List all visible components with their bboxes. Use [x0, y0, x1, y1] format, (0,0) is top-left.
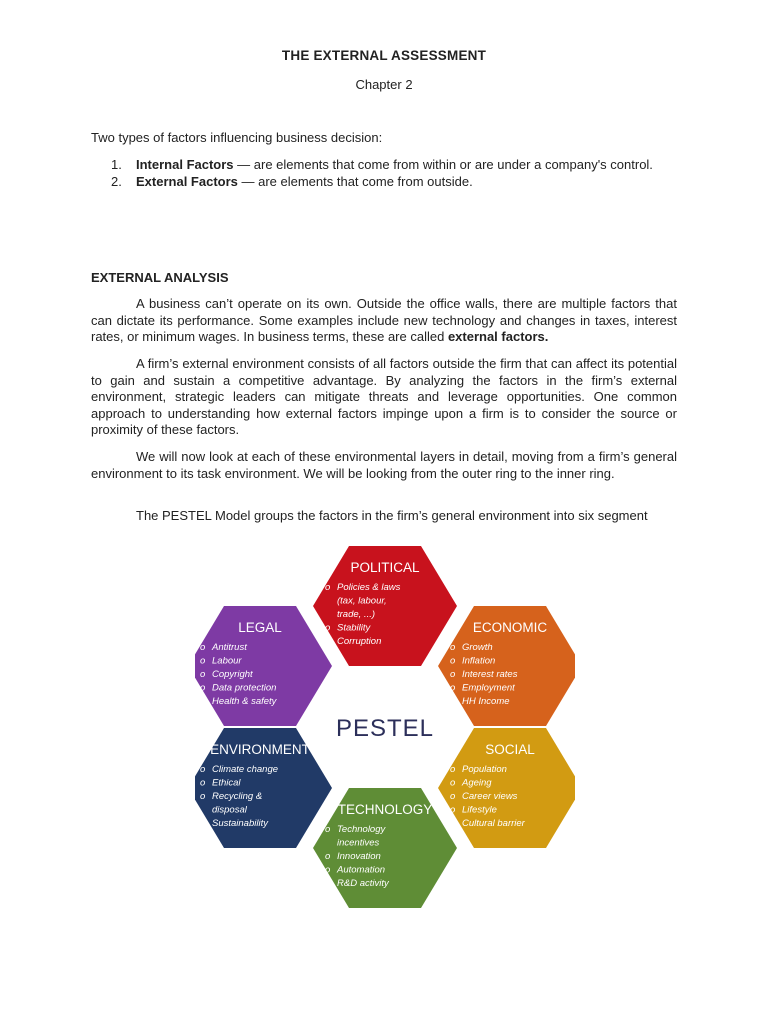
pestel-diagram [195, 546, 575, 908]
hex-item-political: Corruption [337, 636, 382, 647]
hex-item-environment: Climate change [212, 764, 279, 775]
bullet-icon: o [325, 864, 331, 876]
list-number: 1. [111, 157, 122, 172]
bullet-icon: o [200, 642, 206, 653]
bullet-icon: o [200, 682, 206, 694]
hex-item-political: Policies & laws [337, 582, 401, 593]
hex-item-economic: HH Income [462, 696, 510, 707]
hex-social [438, 728, 575, 848]
bullet-icon: o [325, 824, 331, 835]
bullet-icon: o [450, 696, 456, 707]
list-item-external-factors [91, 174, 677, 190]
paragraph-environmental-layers: We will now look at each of these environmental layers in detail, moving from a firm’s general environment to its task environment. We will be looking from the outer ring to the inner ring. [91, 449, 677, 481]
hex-item-environment: Ethical [212, 777, 241, 789]
hex-title-environment: ENVIRONMENT [210, 742, 310, 757]
hex-item-environment: Sustainability [212, 818, 268, 829]
hex-item-legal: Labour [212, 655, 242, 667]
bullet-icon: o [450, 655, 456, 667]
hex-item-political: Stability [337, 622, 371, 634]
hex-title-political: POLITICAL [350, 560, 420, 575]
bullet-icon: o [450, 642, 456, 653]
hex-item-economic: Growth [462, 642, 493, 653]
hex-item-economic: Employment [462, 682, 515, 694]
bullet-icon: o [200, 696, 206, 707]
factor-description: — are elements that come from outside. [237, 173, 473, 189]
hex-item-legal: Copyright [212, 669, 253, 680]
factor-list [91, 157, 677, 190]
bullet-icon: o [450, 777, 456, 789]
bullet-icon: o [450, 818, 456, 829]
hex-item-social: Population [462, 764, 507, 775]
hex-item-technology: incentives [337, 837, 380, 849]
bullet-icon: o [450, 791, 456, 802]
bullet-icon: o [200, 777, 206, 789]
list-number: 2. [111, 173, 122, 189]
pestel-graphic [195, 546, 575, 908]
hex-title-economic: ECONOMIC [472, 620, 548, 635]
hex-environment [195, 728, 332, 848]
hex-item-environment: Recycling & [212, 791, 263, 802]
bullet-icon: o [200, 791, 206, 802]
hex-technology [313, 788, 457, 908]
bullet-icon: o [450, 682, 456, 694]
hex-item-economic: Inflation [462, 655, 496, 667]
bullet-icon: o [200, 655, 206, 667]
factor-term: External Factors [136, 173, 238, 189]
chapter-label: Chapter 2 [355, 77, 413, 92]
intro-text: Two types of factors influencing business decision: [91, 130, 383, 145]
bullet-icon: o [325, 636, 331, 647]
hex-item-technology: Automation [337, 864, 386, 876]
factor-term: Internal Factors [136, 157, 234, 172]
hex-item-economic: Interest rates [462, 669, 518, 680]
list-item-internal-factors [91, 157, 677, 173]
paragraph-text: A business can’t operate on its own. Outside the office walls, there are multiple factors that can dictate its performance. Some examples include new technology and changes in taxes, interest rates, or minimum wages. In business terms, these are called [91, 296, 677, 344]
paragraph-external-environment: A firm’s external environment consists of all factors outside the firm that can affect its potential to gain and sustain a competitive advantage. By analyzing the factors in the firm’s external environment, strategic leaders can mitigate threats and leverage opportunities. One common approach to understanding how external factors impinge upon a firm is to consider the source or proximity of these factors. [91, 356, 677, 437]
hex-item-environment: disposal [212, 804, 247, 816]
hex-item-technology: Technology [337, 824, 386, 835]
hex-item-social: Lifestyle [462, 804, 497, 816]
bullet-icon: o [325, 582, 331, 593]
hex-legal [195, 606, 332, 726]
hex-item-social: Career views [462, 791, 518, 802]
hex-item-technology: R&D activity [337, 878, 389, 889]
bullet-icon: o [325, 622, 331, 634]
hex-item-technology: Innovation [337, 851, 381, 862]
bullet-icon: o [450, 804, 456, 816]
hex-economic [438, 606, 575, 726]
hex-title-legal: LEGAL [238, 620, 282, 635]
bullet-icon: o [450, 669, 456, 680]
bullet-icon: o [325, 878, 331, 889]
hex-title-social: SOCIAL [485, 742, 535, 757]
bullet-icon: o [325, 851, 331, 862]
bullet-icon: o [200, 818, 206, 829]
hex-item-legal: Data protection [212, 682, 277, 694]
factor-description: — are elements that come from within or are under a company's control. [233, 157, 653, 172]
bullet-icon: o [200, 764, 206, 775]
section-heading: EXTERNAL ANALYSIS [91, 270, 229, 285]
document-title: THE EXTERNAL ASSESSMENT [281, 48, 487, 63]
hex-item-legal: Antitrust [212, 642, 247, 653]
hex-title-technology: TECHNOLOGY [337, 802, 433, 817]
bullet-icon: o [200, 669, 206, 680]
paragraph-pestel-model: The PESTEL Model groups the factors in the firm’s general environment into six segment [136, 508, 648, 523]
pestel-center-label: PESTEL [335, 715, 435, 742]
hex-item-political: (tax, labour, [337, 595, 387, 607]
hex-item-social: Ageing [462, 777, 492, 789]
hex-item-political: trade, ...) [337, 609, 376, 620]
hex-item-social: Cultural barrier [462, 818, 525, 829]
paragraph-external-factors [91, 296, 677, 346]
hex-political [313, 546, 457, 666]
emphasis-text: external factors. [447, 329, 549, 344]
hex-item-legal: Health & safety [212, 696, 277, 707]
bullet-icon: o [450, 764, 456, 775]
